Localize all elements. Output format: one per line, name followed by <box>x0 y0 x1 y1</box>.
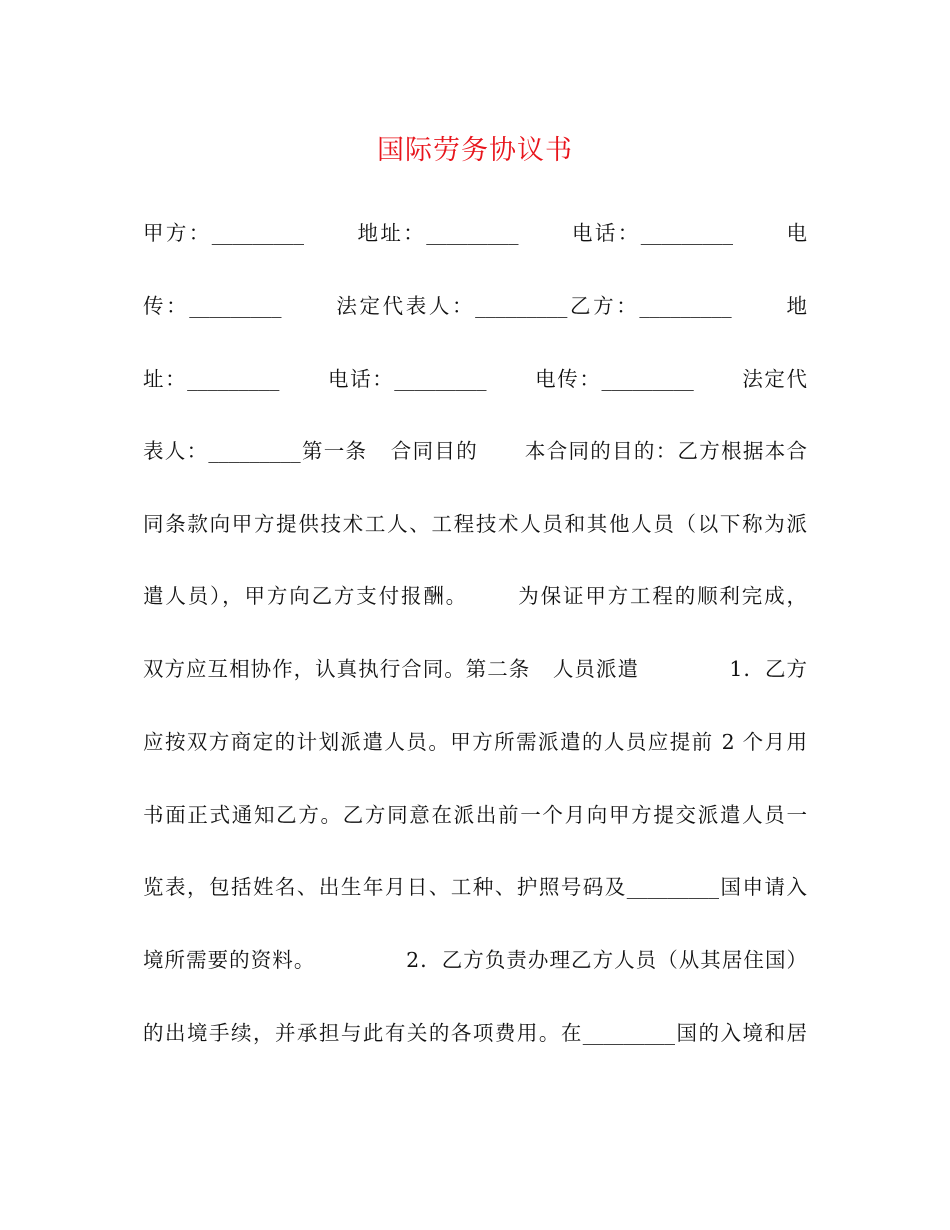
body-line: 书面正式通知乙方。乙方同意在派出前一个月向甲方提交派遣人员一 <box>143 803 807 827</box>
body-line: 应按双方商定的计划派遣人员。甲方所需派遣的人员应提前 2 个月用 <box>143 730 807 754</box>
body-line: 的出境手续，并承担与此有关的各项费用。在_________国的入境和居 <box>143 1021 807 1045</box>
body-line: 双方应互相协作，认真执行合同。第二条 人员派遣 1．乙方 <box>143 657 807 681</box>
body-line: 览表，包括姓名、出生年月日、工种、护照号码及_________国申请入 <box>143 875 807 899</box>
body-line: 境所需要的资料。 2．乙方负责办理乙方人员（从其居住国） <box>143 948 807 972</box>
body-line: 甲方：_________ 地址：_________ 电话：_________ 电 <box>143 221 807 245</box>
body-line: 遣人员），甲方向乙方支付报酬。 为保证甲方工程的顺利完成， <box>143 584 807 608</box>
body-line: 址：_________ 电话：_________ 电传：_________ 法定代 <box>143 367 807 391</box>
document-title: 国际劳务协议书 <box>377 135 573 166</box>
body-line: 传：_________ 法定代表人：_________乙方：_________ 地 <box>143 294 807 318</box>
body-line: 表人：_________第一条 合同目的 本合同的目的：乙方根据本合 <box>143 439 807 463</box>
body-line: 同条款向甲方提供技术工人、工程技术人员和其他人员（以下称为派 <box>143 512 807 536</box>
